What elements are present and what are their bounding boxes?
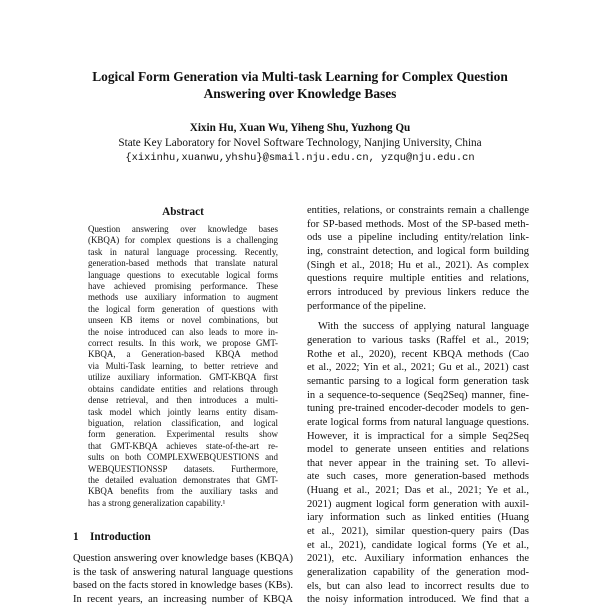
text-line: biguation, relation classification, and logical xyxy=(88,417,278,428)
right-column-text xyxy=(307,204,529,607)
text-line: correct results. In this work, we propose GMT- xyxy=(88,338,278,349)
text-line: dense retrieval, and then introduces a multi- xyxy=(88,395,278,406)
text-line: In recent years, an increasing number of KBQA xyxy=(73,593,293,605)
text-line: erate logical forms from natural language questions. xyxy=(307,416,529,428)
text-line: via Multi-Task learning, to better retrieve and xyxy=(88,360,278,371)
text-line: the detailed evaluation demonstrates that GMT- xyxy=(88,474,278,485)
text-line: WEBQUESTIONSSP datasets. Furthermore, xyxy=(88,463,278,474)
text-line: performance of the pipeline. xyxy=(307,300,426,312)
text-line: for SP-based methods. Most of the SP-based meth- xyxy=(307,218,529,230)
text-line: generation-based methods that translate natural xyxy=(88,258,278,269)
text-line: entities, relations, or constraints remain a challenge xyxy=(307,205,529,216)
text-line: 2021) augment logical form generation with auxil- xyxy=(307,498,529,510)
text-line: unseen KB items or novel combinations, but xyxy=(88,315,278,326)
text-line: the noisy information introduced. We find that a xyxy=(307,594,529,606)
text-line: Question answering over knowledge bases xyxy=(88,224,278,234)
text-line: is the task of answering natural language questions xyxy=(73,566,293,578)
paragraph-generation-methods xyxy=(307,320,529,607)
text-line: the noise introduced can also leads to more in- xyxy=(88,326,278,337)
text-line: model to generate unseen entities and relations xyxy=(307,444,529,456)
text-line: the logical form generation of questions with xyxy=(88,303,278,314)
text-line: KBQA benefits from the auxiliary tasks and xyxy=(88,486,278,497)
text-line: form generation. Experimental results show xyxy=(88,429,278,440)
author-emails[interactable]: {xixinhu,xuanwu,yhshu}@smail.nju.edu.cn, yzqu@nju.edu.cn xyxy=(125,152,475,164)
text-line: iary information such as linked entities (Huang xyxy=(307,512,529,524)
abstract-body xyxy=(88,224,278,509)
paragraph-gap xyxy=(307,313,529,320)
introduction-body xyxy=(73,552,293,606)
text-line: methods use auxiliary information to augment xyxy=(88,292,278,303)
section-number: 1 xyxy=(73,531,79,543)
text-line: 2021), etc. Auxiliary information enhances the xyxy=(307,553,529,565)
text-line: (Singh et al., 2018; Hu et al., 2021). As complex xyxy=(307,259,529,271)
title-line: Answering over Knowledge Bases xyxy=(203,85,397,101)
text-line: task model which jointly learns entity disam- xyxy=(88,406,278,417)
text-line: utilize auxiliary information. GMT-KBQA first xyxy=(88,372,278,383)
text-line: KBQA, a Generation-based KBQA method xyxy=(88,349,278,360)
text-line: questions require multiple entities and relations, xyxy=(307,273,529,285)
text-line: that never appear in the training set. To allevi- xyxy=(307,457,529,469)
text-line: (KBQA) for complex questions is a challenging xyxy=(88,235,278,246)
text-line: However, it is impractical for a simple Seq2Seq xyxy=(307,430,529,442)
text-line: ing, constraint detection, and logical form building xyxy=(307,245,529,257)
text-line: semantic parsing to a logical form generation task xyxy=(307,375,529,387)
text-line: generalization capability of the generation mod- xyxy=(307,567,529,579)
abstract-heading: Abstract xyxy=(162,206,204,218)
section-title: Introduction xyxy=(90,531,151,543)
text-line: in a sequence-to-sequence (Seq2Seq) manner, fine- xyxy=(307,389,529,401)
text-line: (Huang et al., 2021; Das et al., 2021; Ye et al., xyxy=(307,485,529,497)
text-line: obtains candidate entities and relations through xyxy=(88,383,278,394)
text-line: et al., 2022; Yin et al., 2021; Gu et al., 2021) cast xyxy=(307,362,529,374)
text-line: Rothe et al., 2020), recent KBQA methods (Cao xyxy=(307,348,529,360)
text-line: task in natural language processing. Recently, xyxy=(88,246,278,257)
text-line: et al., 2021), candidate logical forms (Ye et al., xyxy=(307,539,529,551)
text-line: that GMT-KBQA achieves state-of-the-art re- xyxy=(88,440,278,451)
title-line: Logical Form Generation via Multi-task Learning for Complex Question xyxy=(92,69,508,84)
text-line: With the success of applying natural language xyxy=(318,321,529,333)
paragraph-continuation xyxy=(307,204,529,313)
text-line: generation to various tasks (Raffel et al., 2019; xyxy=(307,334,529,346)
text-line: tuning pre-trained encoder-decoder models to gen- xyxy=(307,403,529,415)
text-line: have achieved promising performance. These xyxy=(88,281,278,292)
paper-title xyxy=(40,69,560,102)
affiliation: State Key Laboratory for Novel Software Technology, Nanjing University, China xyxy=(118,137,482,149)
text-line: based on the facts stored in knowledge bases (KBs). xyxy=(73,580,293,592)
text-line: Question answering over knowledge bases (KBQA) xyxy=(73,553,293,564)
text-line: has a strong generalization capability.¹ xyxy=(88,497,226,508)
section-heading-introduction xyxy=(73,531,151,544)
text-line: errors introduced by previous linkers reduce the xyxy=(307,286,529,298)
text-line: sults on both COMPLEXWEBQUESTIONS and xyxy=(88,452,278,463)
text-line: ate such cases, more generation-based methods xyxy=(307,471,529,483)
text-line: et al., 2021), similar question-query pairs (Das xyxy=(307,526,529,538)
author-list: Xixin Hu, Xuan Wu, Yiheng Shu, Yuzhong Qu xyxy=(189,122,411,134)
text-line: language questions to executable logical forms xyxy=(88,269,278,280)
text-line: els, but can also lead to incorrect results due to xyxy=(307,580,529,592)
text-line: ods use a pipeline including entity/relation link- xyxy=(307,232,529,244)
